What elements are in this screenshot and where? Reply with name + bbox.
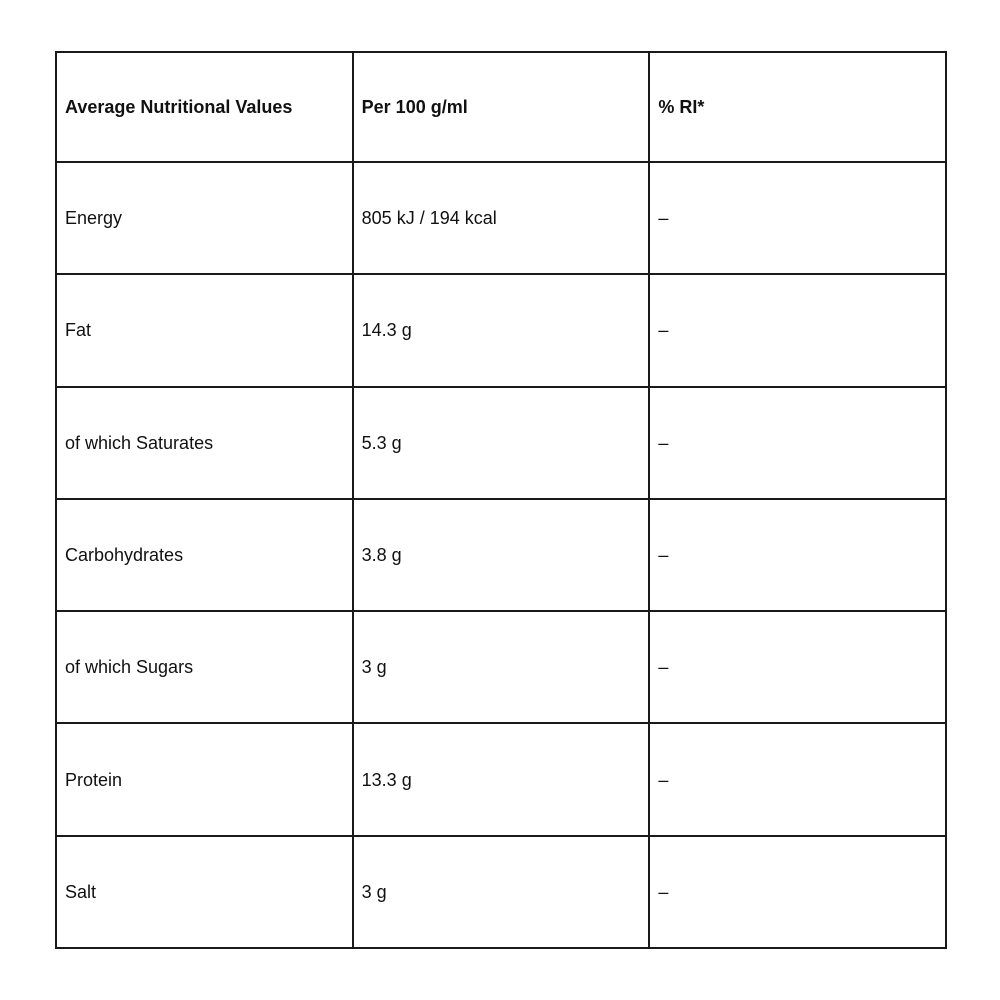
table-row-saturates <box>56 387 946 499</box>
header-ri: % RI* <box>649 52 946 162</box>
table-row-salt <box>56 836 946 948</box>
table-row-protein <box>56 723 946 835</box>
ri-cell: – <box>649 611 946 723</box>
nutrient-cell: of which Saturates <box>56 387 353 499</box>
nutrient-cell: Fat <box>56 274 353 386</box>
nutrient-cell: Energy <box>56 162 353 274</box>
nutrition-table <box>55 51 947 949</box>
per-100-cell: 805 kJ / 194 kcal <box>353 162 650 274</box>
ri-cell: – <box>649 274 946 386</box>
per-100-cell: 5.3 g <box>353 387 650 499</box>
header-row <box>56 52 946 162</box>
ri-cell: – <box>649 836 946 948</box>
ri-cell: – <box>649 162 946 274</box>
table-row-energy <box>56 162 946 274</box>
header-per-100: Per 100 g/ml <box>353 52 650 162</box>
table-row-sugars <box>56 611 946 723</box>
nutrient-cell: Protein <box>56 723 353 835</box>
table-row-fat <box>56 274 946 386</box>
ri-cell: – <box>649 499 946 611</box>
header-nutrient: Average Nutritional Values <box>56 52 353 162</box>
per-100-cell: 3 g <box>353 836 650 948</box>
per-100-cell: 14.3 g <box>353 274 650 386</box>
table-header <box>56 52 946 162</box>
nutrient-cell: Salt <box>56 836 353 948</box>
per-100-cell: 13.3 g <box>353 723 650 835</box>
ri-cell: – <box>649 387 946 499</box>
per-100-cell: 3.8 g <box>353 499 650 611</box>
per-100-cell: 3 g <box>353 611 650 723</box>
ri-cell: – <box>649 723 946 835</box>
table-row-carbohydrates <box>56 499 946 611</box>
table-body <box>56 162 946 948</box>
nutrient-cell: of which Sugars <box>56 611 353 723</box>
nutrient-cell: Carbohydrates <box>56 499 353 611</box>
